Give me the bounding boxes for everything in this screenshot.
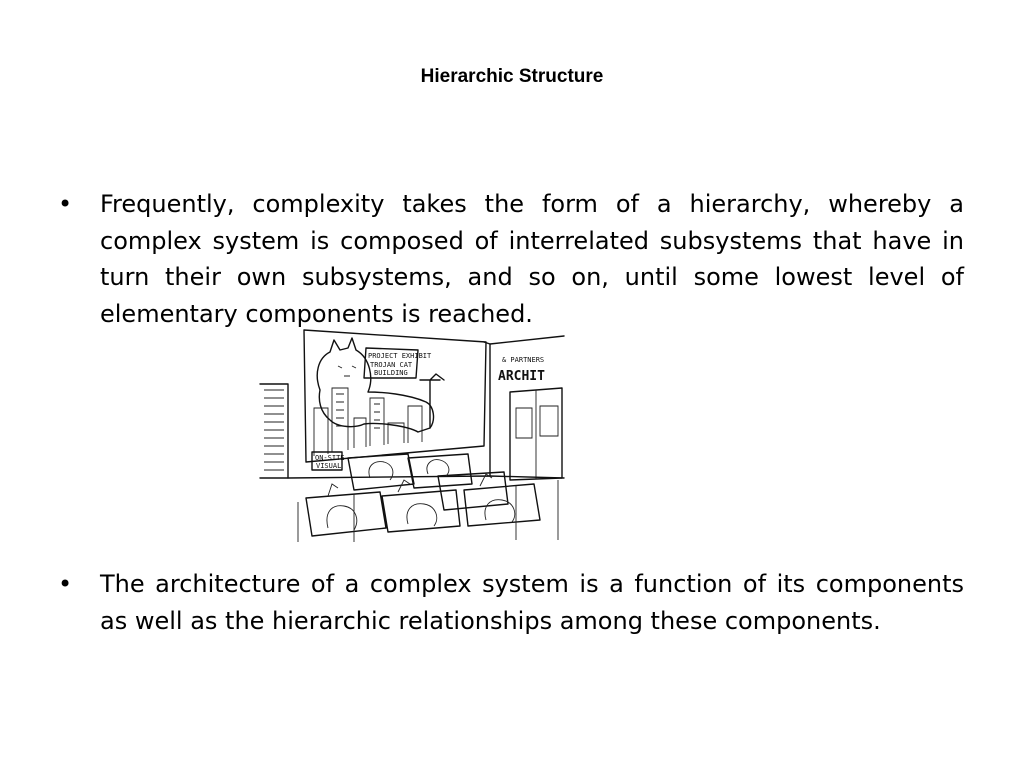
cartoon-drawing: [258, 328, 566, 544]
bullet-item: [58, 566, 964, 639]
bullet-text: The architecture of a complex system is a function of its components as well as the hierarchic relationships among these components.: [100, 570, 964, 635]
bullet-text: Frequently, complexity takes the form of a hierarchy, whereby a complex system is composed of interrelated subsystems that have in turn their own subsystems, and so on, until some lowest level of elementary components is reached.: [100, 190, 964, 328]
bullet-marker: •: [58, 570, 73, 598]
bullet-item: [58, 186, 964, 332]
cartoon-illustration: [258, 328, 566, 544]
bullet-marker: •: [58, 190, 73, 218]
door-sign-line2: ARCHIT: [498, 369, 545, 384]
poster-sign-line2: TROJAN CAT: [370, 361, 413, 369]
slide-title: Hierarchic Structure: [420, 66, 604, 87]
poster-sign-line3: BUILDING: [374, 369, 408, 377]
poster-sign-line1: PROJECT EXHIBIT: [368, 352, 432, 360]
door-sign-line1: & PARTNERS: [502, 356, 545, 364]
small-sign-line1: ON-SITE: [315, 454, 345, 462]
small-sign-line2: VISUAL: [316, 462, 342, 470]
